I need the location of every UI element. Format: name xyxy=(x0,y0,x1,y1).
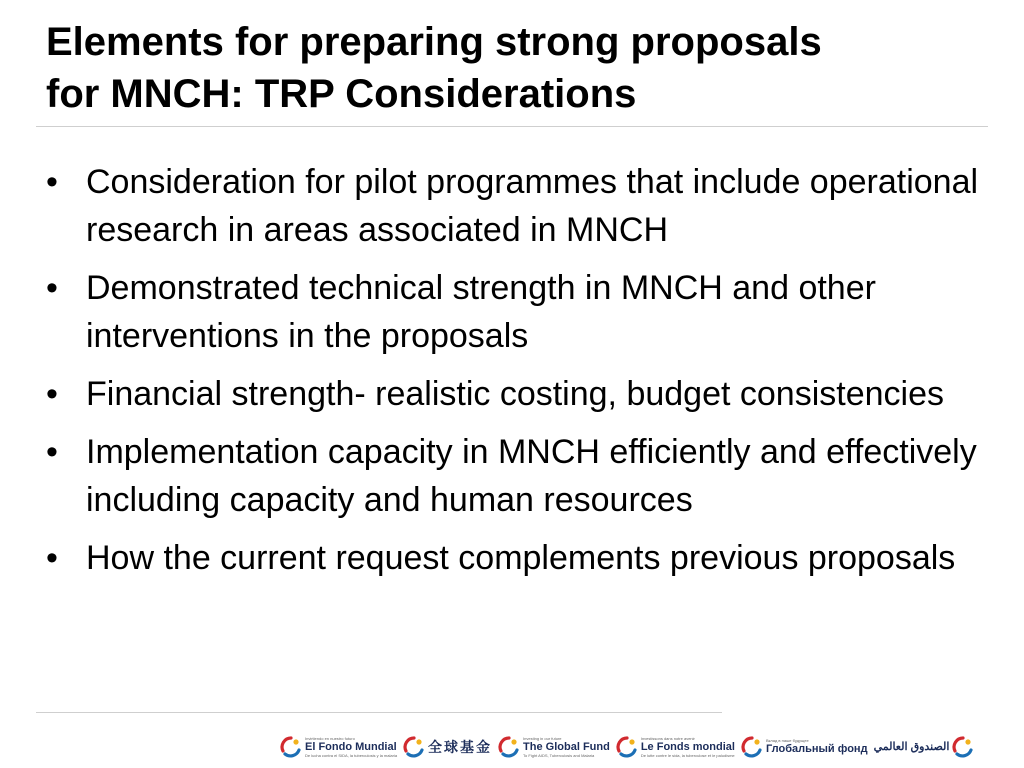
bullet-text: Implementation capacity in MNCH efficiently and effectively including capacity and human resources xyxy=(86,433,977,519)
logo-name: The Global Fund xyxy=(523,740,610,753)
bullet-list xyxy=(46,158,996,592)
logo-tagline-top: Investissons dans notre avenir xyxy=(640,735,695,741)
bullet-item xyxy=(46,428,996,524)
bullet-marker: • xyxy=(46,539,58,577)
global-fund-mark-icon xyxy=(498,736,520,758)
logo-name: الصندوق العالمي xyxy=(873,740,950,753)
logo-name: 全球基金 xyxy=(428,739,493,755)
logo-the-global-fund xyxy=(498,736,610,758)
bullet-marker: • xyxy=(46,269,58,307)
slide-title xyxy=(46,16,1006,120)
logo-tagline-top: Вклад в наше будущее xyxy=(765,738,809,743)
bullet-text: How the current request complements previous proposals xyxy=(86,539,956,577)
logo-tagline-top: Invirtiendo en nuestro futuro xyxy=(305,735,355,741)
logo-name: Глобальный фонд xyxy=(765,743,868,755)
slide-title-line-1: Elements for preparing strong proposals xyxy=(46,20,822,64)
logo-russian xyxy=(741,736,868,758)
logo-tagline: De lucha contra el SIDA, la tuberculosis y la malaria xyxy=(305,752,398,758)
global-fund-mark-icon xyxy=(403,736,425,758)
bullet-item xyxy=(46,158,996,254)
logo-el-fondo-mundial xyxy=(280,736,397,758)
logo-tagline-top: Investing in our future xyxy=(523,735,562,741)
slide-title-line-2: for MNCH: TRP Considerations xyxy=(46,72,637,116)
bullet-text: Demonstrated technical strength in MNCH and other interventions in the proposals xyxy=(86,269,876,355)
bullet-marker: • xyxy=(46,433,58,471)
logo-tagline: To Fight AIDS, Tuberculosis and Malaria xyxy=(523,752,595,758)
title-divider xyxy=(36,126,988,127)
logo-name: Le Fonds mondial xyxy=(640,740,735,753)
logo-arabic xyxy=(874,736,975,758)
global-fund-mark-icon xyxy=(280,736,302,758)
global-fund-mark-icon xyxy=(616,736,638,758)
global-fund-mark-icon xyxy=(952,736,974,758)
bullet-text: Financial strength- realistic costing, budget consistencies xyxy=(86,375,944,413)
logo-chinese xyxy=(403,736,492,758)
bullet-item xyxy=(46,534,996,582)
bullet-item xyxy=(46,370,996,418)
logo-name: El Fondo Mundial xyxy=(305,740,397,753)
bullet-text: Consideration for pilot programmes that include operational research in areas associated in MNCH xyxy=(86,163,979,249)
footer-divider xyxy=(36,712,722,713)
bullet-marker: • xyxy=(46,375,58,413)
bullet-item xyxy=(46,264,996,360)
global-fund-logo-strip xyxy=(280,729,974,765)
global-fund-mark-icon xyxy=(741,736,763,758)
logo-le-fonds-mondial xyxy=(616,736,735,758)
logo-tagline: De lutte contre le sida, la tuberculose et le paludisme xyxy=(640,752,735,758)
bullet-marker: • xyxy=(46,163,58,201)
